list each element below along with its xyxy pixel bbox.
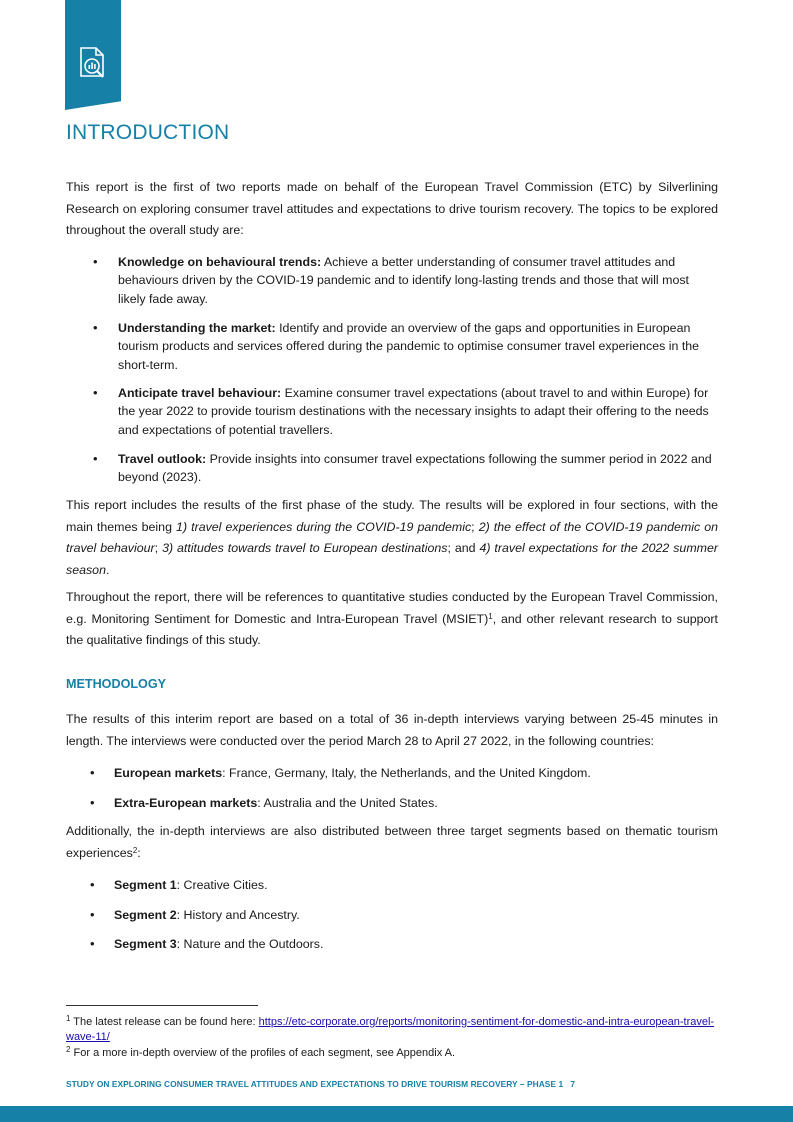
document-analytics-icon: [76, 46, 110, 80]
list-item: [118, 319, 718, 374]
list-item: [114, 876, 714, 894]
list-item: [118, 253, 718, 308]
footer-title: STUDY ON EXPLORING CONSUMER TRAVEL ATTITUDES AND EXPECTATIONS TO DRIVE TOURISM RECOVERY – PHASE 1: [66, 1079, 564, 1089]
themes-paragraph: This report includes the results of the first phase of the study. The results will be explored in four sections, with the main themes being 1) travel experiences during the COVID-19 pandemic; 2) the effect of the COVID-19 pandemic on travel behaviour; 3) attitudes towards travel to European destinations; and 4) travel expectations for the 2022 summer season.: [66, 498, 718, 577]
list-item-text: : France, Germany, Italy, the Netherlands, and the United Kingdom.: [222, 766, 591, 780]
list-item-text: : History and Ancestry.: [176, 908, 300, 922]
list-item-label: Segment 2: [114, 908, 177, 922]
list-item-label: Anticipate travel behaviour:: [118, 386, 282, 400]
list-item-label: Understanding the market:: [118, 321, 276, 335]
list-item-label: Segment 3: [114, 937, 177, 951]
footnote-link[interactable]: https://etc-corporate.org/reports/monitoring-sentiment-for-domestic-and-intra-european-travel-wave-11/: [66, 1016, 715, 1043]
references-paragraph: Throughout the report, there will be references to quantitative studies conducted by the European Travel Commission, e.g. Monitoring Sentiment for Domestic and Intra-European Travel (MSIET)$^1$, and other relevant research to support the qualitative findings of this study.: [66, 590, 718, 647]
list-item-text: : Nature and the Outdoors.: [176, 937, 324, 951]
list-item-label: Segment 1: [114, 878, 177, 892]
list-item: [114, 794, 714, 812]
footnote-ref: 1: [488, 611, 493, 621]
footnote-2: $^2$ For a more in-depth overview of the profiles of each segment, see Appendix A.: [66, 1045, 456, 1059]
list-item-text: : Creative Cities.: [176, 878, 268, 892]
list-item-text: Provide insights into consumer travel expectations following the summer period in 2022 and beyond (2023).: [118, 452, 712, 485]
list-item: [114, 935, 714, 953]
list-item: [114, 764, 714, 782]
footnote-ref: 2: [132, 845, 138, 855]
section-heading: METHODOLOGY: [66, 677, 167, 691]
list-item: [118, 450, 718, 487]
list-item: [114, 906, 714, 924]
page-number: 7: [570, 1079, 576, 1089]
intro-paragraph: This report is the first of two reports made on behalf of the European Travel Commission (ETC) by Silverlining Research on exploring consumer travel attitudes and expectations to drive tourism recovery. The topics to be explored throughout the overall study are:: [66, 180, 718, 237]
methodology-paragraph: The results of this interim report are based on a total of 36 in-depth interviews varying between 25-45 minutes in length. The interviews were conducted over the period March 28 to April 27 2022, in the following countries:: [66, 712, 718, 748]
list-item-label: Knowledge on behavioural trends:: [118, 255, 322, 269]
list-item-label: European markets: [114, 766, 223, 780]
list-item-text: Identify and provide an overview of the gaps and opportunities in European tourism products and services offered during the pandemic to optimise consumer travel experiences in the short-term.: [118, 321, 700, 372]
list-item-text: Examine consumer travel expectations (about travel to and within Europe) for the year 2022 to provide tourism destinations with the necessary insights to adapt their offering to the needs and expectations of potential travellers.: [118, 386, 709, 437]
list-item-text: : Australia and the United States.: [257, 796, 438, 810]
list-item-label: Extra-European markets: [114, 796, 258, 810]
footnote-divider: [66, 1005, 258, 1006]
page-title: INTRODUCTION: [66, 121, 230, 144]
list-item-label: Travel outlook:: [118, 452, 207, 466]
list-item-text: Achieve a better understanding of consumer travel attitudes and behaviours driven by the COVID-19 pandemic and to identify long-lasting trends and those that will most likely fade away.: [118, 255, 689, 306]
bottom-bar: [0, 1106, 793, 1122]
list-item: [118, 384, 718, 439]
header-tab: [65, 0, 121, 110]
segments-paragraph: Additionally, the in-depth interviews are also distributed between three target segments based on thematic tourism experiences$^2$:: [66, 824, 718, 860]
footnote-1: $^1$ The latest release can be found here: https://etc-corporate.org/reports/monitoring-sentiment-for-domestic-and-intra-european-travel-wave-11/: [66, 1014, 715, 1043]
page-footer: [66, 1079, 575, 1089]
